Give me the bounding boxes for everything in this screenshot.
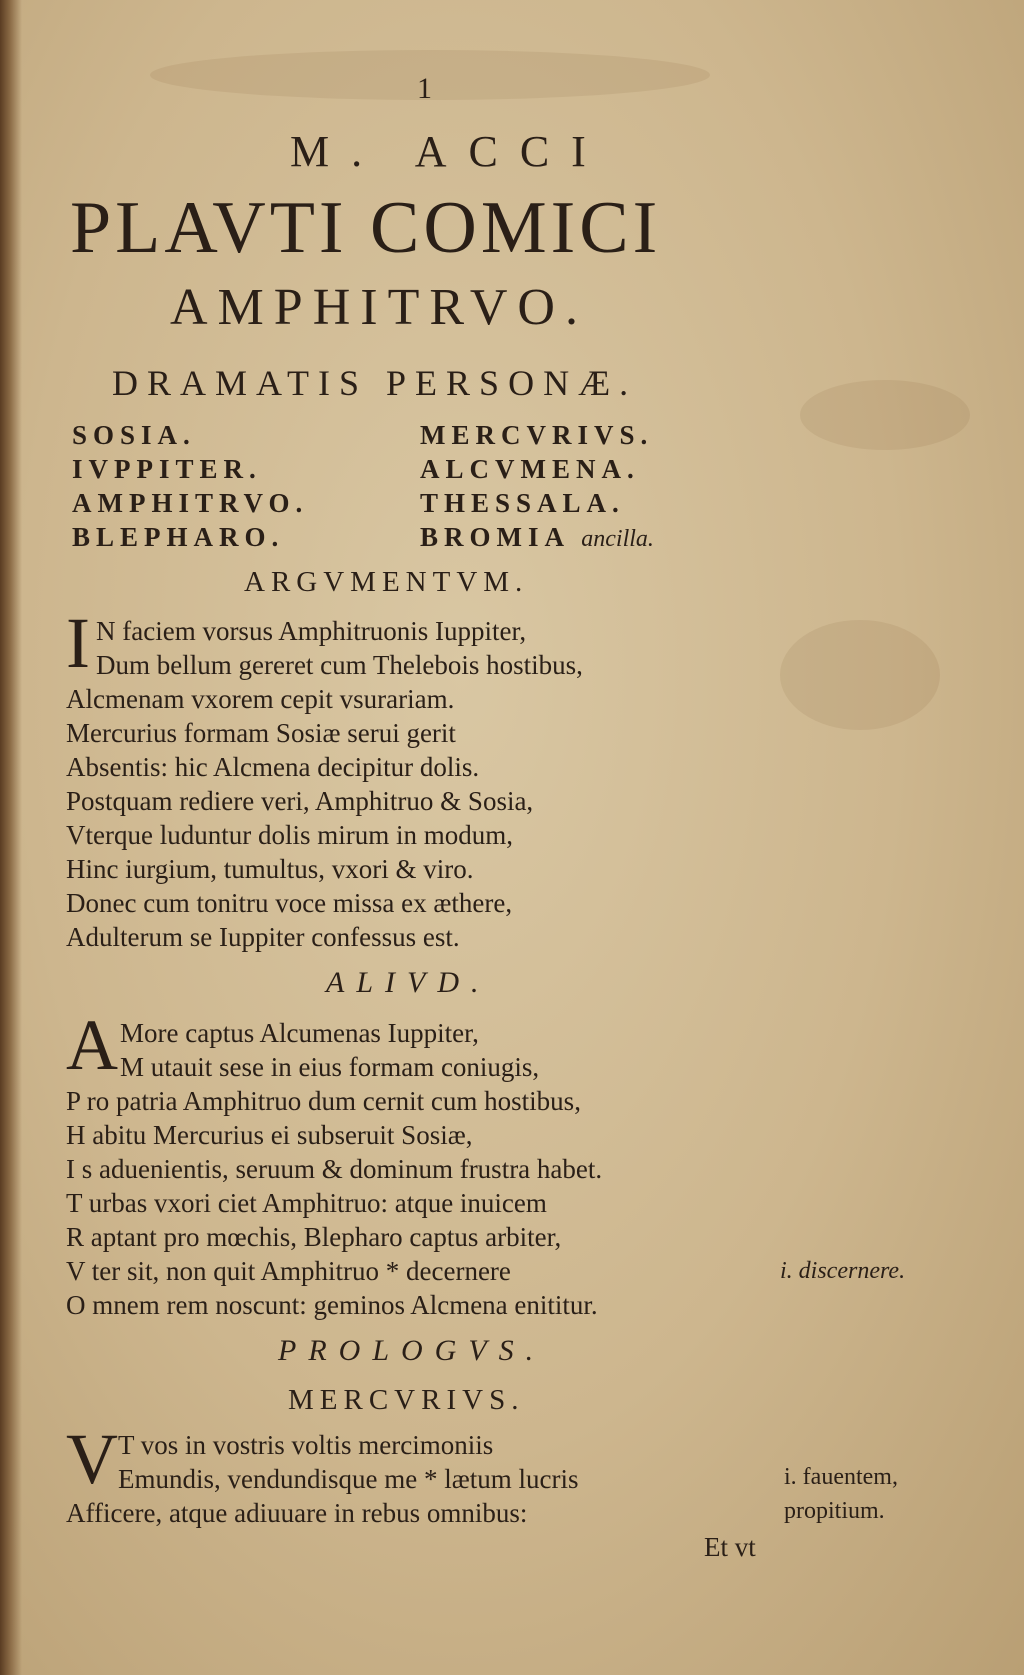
aliud-line-7: R aptant pro mœchis, Blepharo captus arbiter, bbox=[66, 1222, 562, 1252]
cast-right-4-name: BROMIA bbox=[420, 522, 569, 552]
cast-left-3: AMPHITRVO. bbox=[72, 488, 309, 518]
prologus-line-2: Emundis, vendundisque me * lætum lucris bbox=[118, 1464, 579, 1494]
cast-right-4 bbox=[420, 522, 654, 553]
prologus-heading: PROLOGVS. bbox=[278, 1334, 546, 1367]
prologus-line-1: T vos in vostris voltis mercimoniis bbox=[118, 1430, 494, 1460]
aliud-line-2: M utauit sese in eius formam coniugis, bbox=[120, 1052, 540, 1082]
margin-note-fauentem: i. fauentem, bbox=[784, 1464, 898, 1490]
argumentum-line-5: Absentis: hic Alcmena decipitur dolis. bbox=[66, 752, 480, 782]
paper-stain bbox=[780, 620, 940, 730]
personae-heading: DRAMATIS PERSONÆ. bbox=[112, 363, 638, 403]
cast-left-4: BLEPHARO. bbox=[72, 522, 285, 552]
aliud-line-6: T urbas vxori ciet Amphitruo: atque inuicem bbox=[66, 1188, 547, 1218]
aliud-line-3: P ro patria Amphitruo dum cernit cum hostibus, bbox=[66, 1086, 581, 1116]
aliud-line-1: More captus Alcumenas Iuppiter, bbox=[120, 1018, 479, 1048]
argumentum-line-1: N faciem vorsus Amphitruonis Iuppiter, bbox=[96, 616, 527, 646]
catchword: Et vt bbox=[704, 1532, 756, 1562]
cast-right-2: ALCVMENA. bbox=[420, 454, 640, 484]
cast-left-1: SOSIA. bbox=[72, 420, 196, 450]
prologus-line-3: Afficere, atque adiuuare in rebus omnibus: bbox=[66, 1498, 528, 1528]
argumentum-line-8: Hinc iurgium, tumultus, vxori & viro. bbox=[66, 854, 474, 884]
aliud-line-8: V ter sit, non quit Amphitruo * decernere bbox=[66, 1256, 511, 1286]
binding-gutter bbox=[0, 0, 22, 1675]
cast-right-4-note: ancilla. bbox=[581, 526, 654, 552]
argumentum-line-2: Dum bellum gereret cum Thelebois hostibus, bbox=[96, 650, 583, 680]
aliud-line-9: O mnem rem noscunt: geminos Alcmena enititur. bbox=[66, 1290, 598, 1320]
page-number: 1 bbox=[417, 72, 432, 105]
aliud-line-4: H abitu Mercurius ei subseruit Sosiæ, bbox=[66, 1120, 473, 1150]
aliud-dropcap: A bbox=[66, 1005, 118, 1085]
paper-stain bbox=[800, 380, 970, 450]
margin-note-propitium: propitium. bbox=[784, 1498, 885, 1524]
aliud-line-5: I s aduenientis, seruum & dominum frustra habet. bbox=[66, 1154, 603, 1184]
argumentum-line-4: Mercurius formam Sosiæ serui gerit bbox=[66, 718, 456, 748]
margin-note-discernere: i. discernere. bbox=[780, 1258, 906, 1284]
argumentum-line-9: Donec cum tonitru voce missa ex æthere, bbox=[66, 888, 513, 918]
title-line: PLAVTI COMICI bbox=[70, 187, 662, 269]
aliud-heading: ALIVD. bbox=[326, 966, 491, 999]
argumentum-line-10: Adulterum se Iuppiter confessus est. bbox=[66, 922, 460, 952]
prologus-speaker: MERCVRIVS. bbox=[288, 1384, 525, 1416]
argumentum-line-3: Alcmenam vxorem cepit vsurariam. bbox=[66, 684, 455, 714]
play-title: AMPHITRVO. bbox=[170, 279, 588, 336]
cast-right-1: MERCVRIVS. bbox=[420, 420, 654, 450]
argumentum-line-6: Postquam rediere veri, Amphitruo & Sosia, bbox=[66, 786, 534, 816]
argumentum-dropcap: I bbox=[66, 603, 90, 683]
argumentum-line-7: Vterque luduntur dolis mirum in modum, bbox=[66, 820, 513, 850]
author-line: M. ACCI bbox=[290, 127, 608, 176]
cast-right-3: THESSALA. bbox=[420, 488, 625, 518]
prologus-dropcap: V bbox=[66, 1419, 118, 1499]
argumentum-heading: ARGVMENTVM. bbox=[244, 566, 529, 598]
cast-left-2: IVPPITER. bbox=[72, 454, 262, 484]
